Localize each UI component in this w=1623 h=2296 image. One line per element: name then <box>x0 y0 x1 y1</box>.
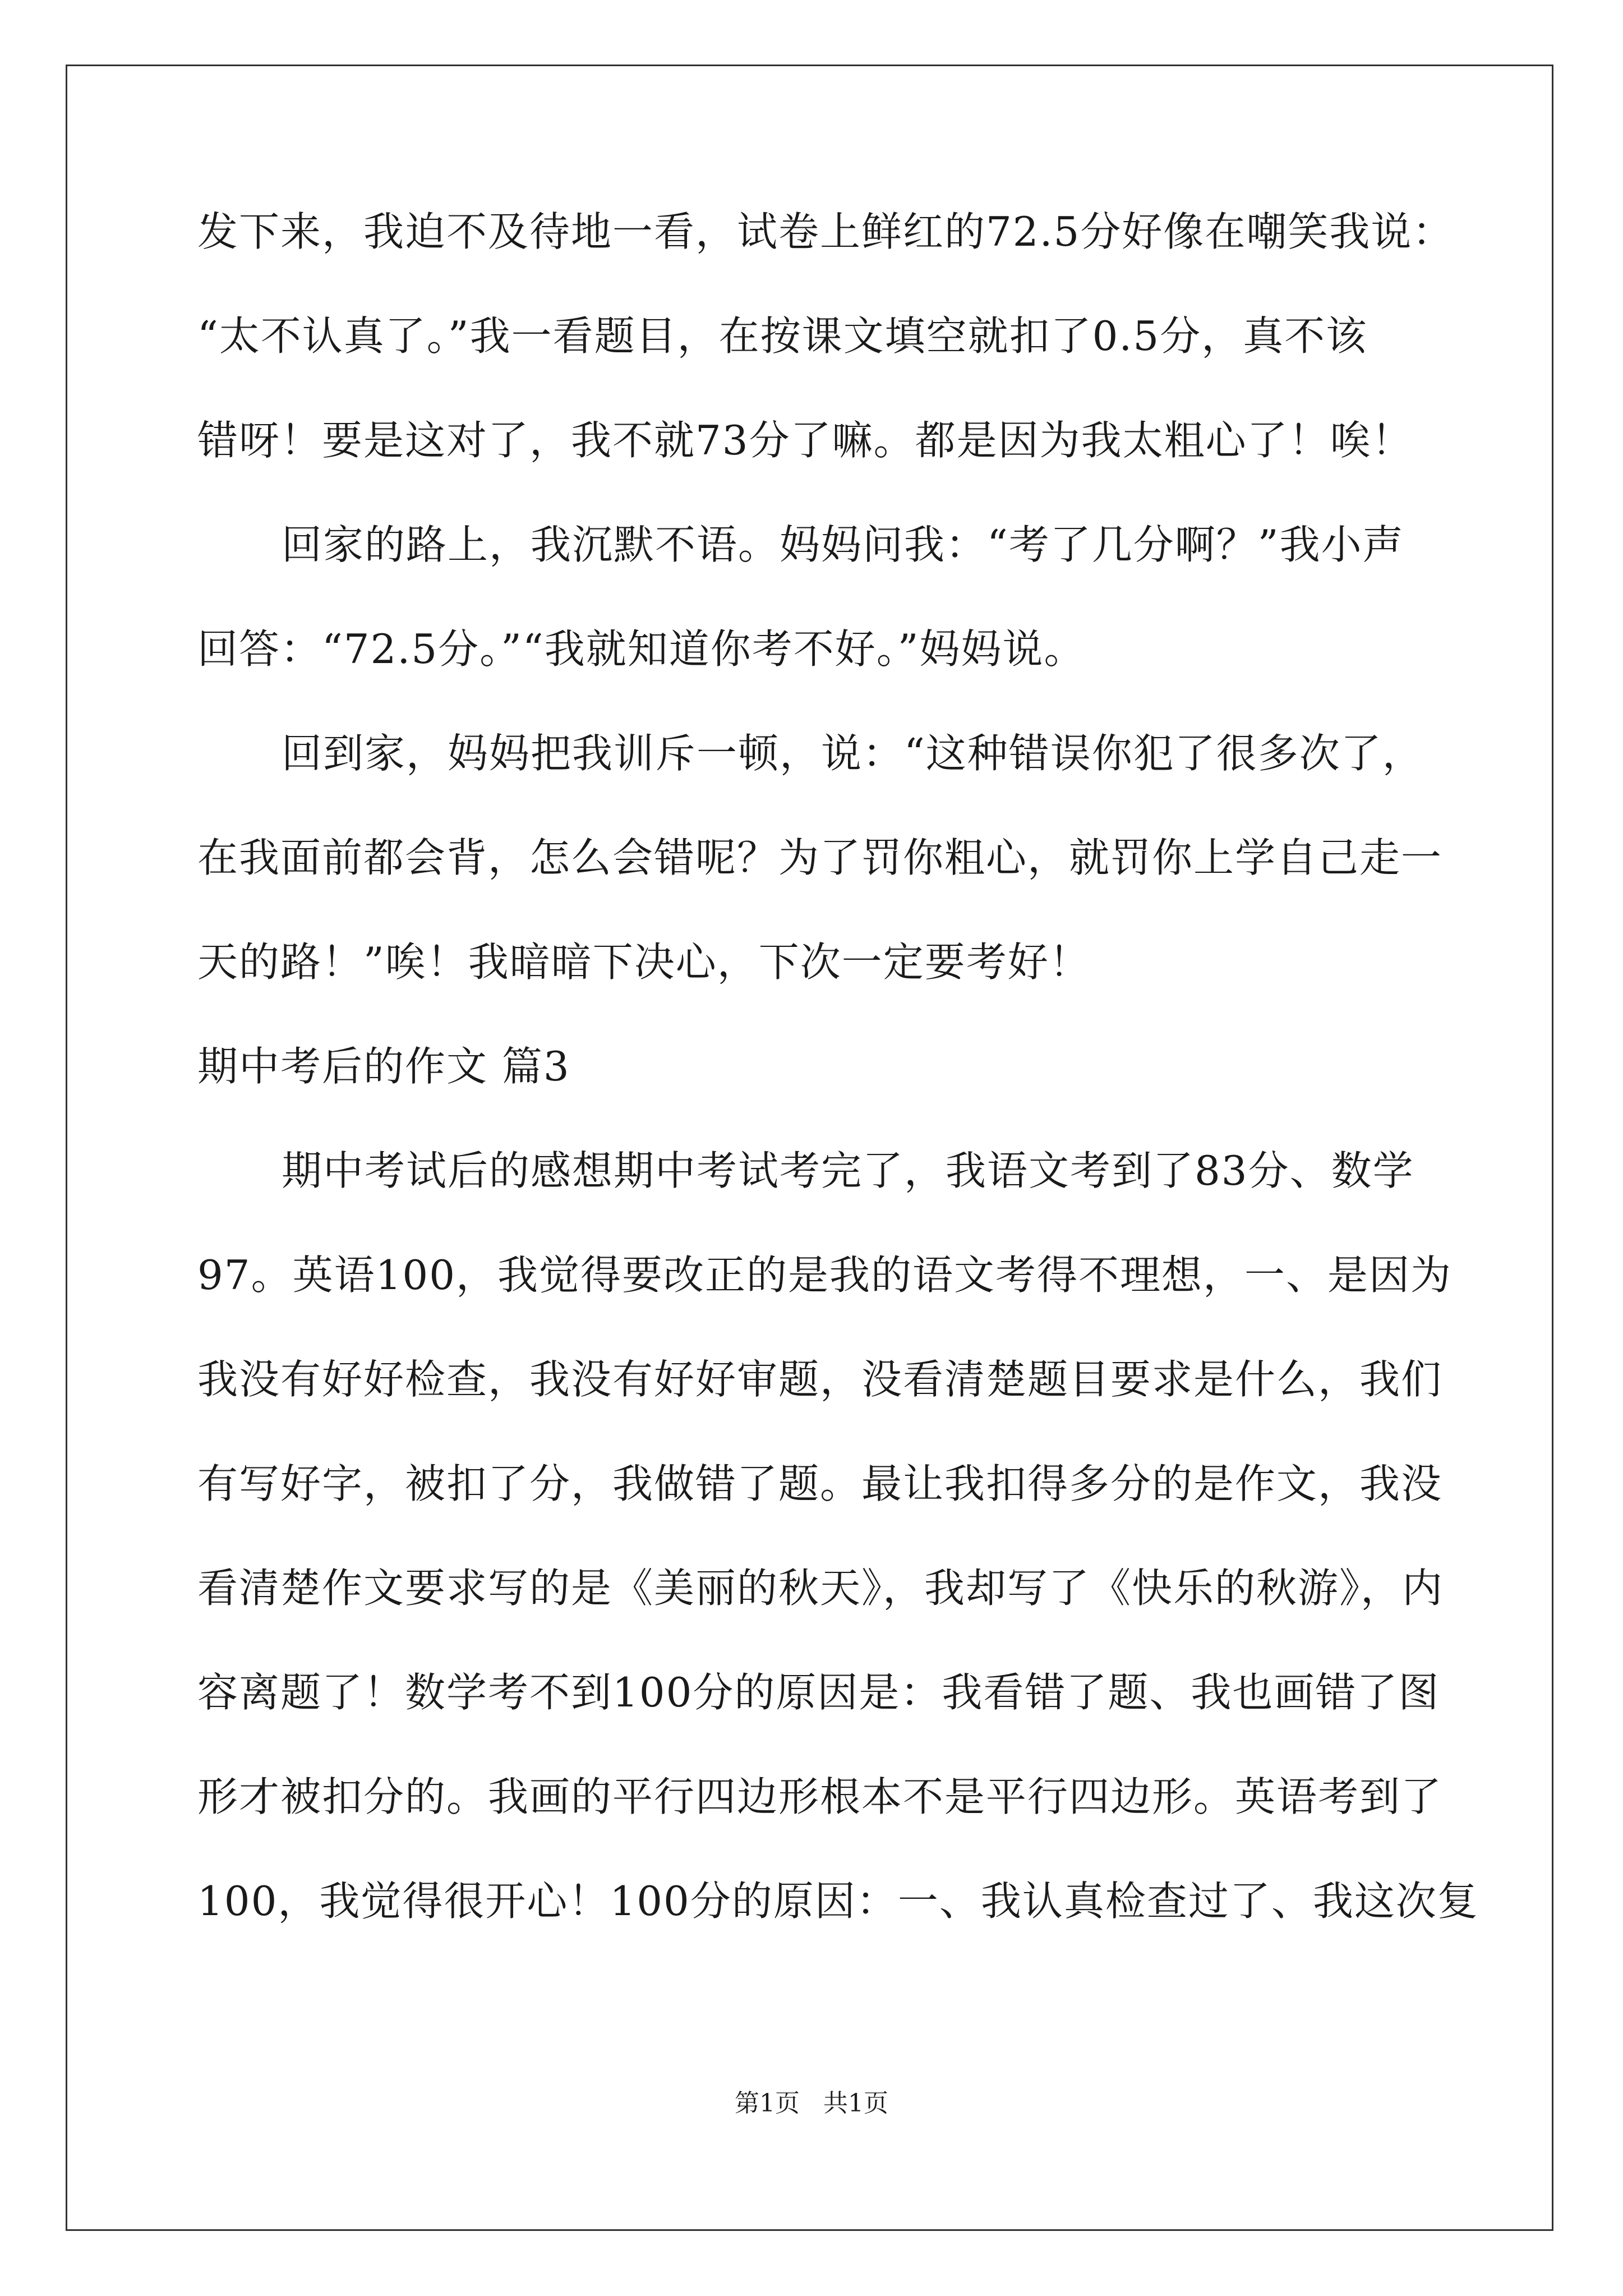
text-line: 发下来，我迫不及待地一看，试卷上鲜红的72.5分好像在嘲笑我说： <box>197 208 1454 255</box>
text-line: 在我面前都会背，怎么会错呢？为了罚你粗心，就罚你上学自己走一 <box>197 834 1443 881</box>
text-line: 100，我觉得很开心！100分的原因：一、我认真检查过了、我这次复 <box>197 1878 1479 1925</box>
text-line: 回答：“72.5分。”“我就知道你考不好。”妈妈说。 <box>197 625 1086 673</box>
text-line: 我没有好好检查，我没有好好审题，没看清楚题目要求是什么，我们 <box>197 1356 1443 1403</box>
text-line: 天的路！”唉！我暗暗下决心，下次一定要考好！ <box>197 938 1091 986</box>
text-line: 看清楚作文要求写的是《美丽的秋天》，我却写了《快乐的秋游》，内 <box>197 1565 1444 1612</box>
text-line: 97。英语100，我觉得要改正的是我的语文考得不理想，一、是因为 <box>197 1251 1453 1299</box>
text-line: 有写好字，被扣了分，我做错了题。最让我扣得多分的是作文，我没 <box>197 1460 1443 1507</box>
text-line: 形才被扣分的。我画的平行四边形根本不是平行四边形。英语考到了 <box>197 1773 1443 1820</box>
text-line: 回到家，妈妈把我训斥一顿，说：“这种错误你犯了很多次了， <box>282 730 1424 777</box>
section-heading: 期中考后的作文 篇3 <box>197 1043 570 1090</box>
text-line: 容离题了！数学考不到100分的原因是：我看错了题、我也画错了图 <box>197 1669 1440 1716</box>
page-number-footer: 第1页 共1页 <box>735 2089 888 2118</box>
text-line: “太不认真了。”我一看题目，在按课文填空就扣了0.5分，真不该 <box>197 312 1368 360</box>
text-line: 错呀！要是这对了，我不就73分了嘛。都是因为我太粗心了！唉！ <box>197 417 1413 464</box>
text-line: 回家的路上，我沉默不语。妈妈问我：“考了几分啊？”我小声 <box>282 521 1404 568</box>
text-line: 期中考试后的感想期中考试考完了，我语文考到了83分、数学 <box>282 1147 1414 1194</box>
document-body <box>197 180 1479 1953</box>
